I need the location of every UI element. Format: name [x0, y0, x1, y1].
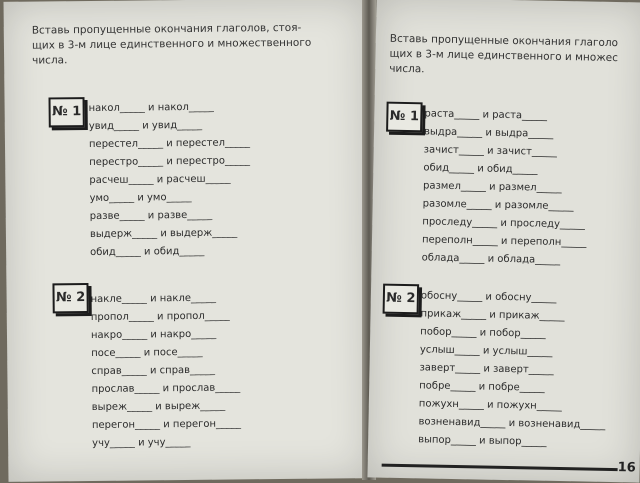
exercise-item: побре_____ и побре_____: [419, 380, 545, 394]
exercise-item: побор_____ и побор_____: [420, 326, 546, 340]
exercise-item: выпор_____ и выпор_____: [418, 434, 547, 448]
exercise-item: справ_____ и справ_____: [91, 364, 216, 378]
exercise-item: накро_____ и накро_____: [90, 328, 217, 342]
exercise-item: раста_____ и раста_____: [424, 108, 548, 122]
exercise-item: перестро_____ и перестро_____: [89, 155, 251, 169]
exercise-item: услыш_____ и услыш_____: [419, 344, 553, 358]
exercise-item: прикаж_____ и прикаж_____: [420, 308, 565, 323]
exercise-item: прослав_____ и прослав_____: [91, 382, 241, 396]
exercise-item: возненавид_____ и возненавид_____: [418, 416, 606, 431]
instruction-line: Вставь пропущенные окончания глаголо: [389, 32, 619, 50]
page-number: 16: [617, 460, 636, 476]
exercise-item: разве_____ и разве_____: [89, 209, 213, 223]
exercise-item: накол_____ и накол_____: [88, 101, 214, 115]
exercise-item: обид_____ и обид_____: [423, 162, 538, 176]
exercise-1-list: [421, 108, 589, 273]
exercise-2-list: [91, 292, 242, 456]
exercise-item: выдерж_____ и выдерж_____: [89, 227, 238, 241]
instruction-line: числа.: [32, 54, 68, 67]
exercise-1-list: [89, 101, 252, 265]
exercise-item: увид_____ и увид_____: [88, 119, 203, 133]
exercise-item: разомле_____ и разомле_____: [422, 198, 574, 213]
exercise-item: обосну_____ и обосну_____: [420, 290, 557, 304]
exercise-item: расчеш_____ и расчеш_____: [89, 173, 231, 187]
exercise-item: выдра_____ и выдра_____: [423, 126, 554, 140]
exercise-1-number: № 1: [48, 97, 84, 127]
exercise-item: пропол_____ и пропол_____: [90, 310, 230, 324]
instruction-text: [32, 20, 362, 68]
instruction-text: [389, 32, 640, 82]
exercise-item: заверт_____ и заверт_____: [419, 362, 554, 376]
exercise-1-number: № 1: [386, 102, 423, 133]
instruction-line: щих в 3-м лице единственного и множественного: [31, 36, 312, 52]
exercise-item: проследу_____ и проследу_____: [422, 216, 586, 231]
exercise-2-list: [418, 290, 608, 456]
exercise-2-number: № 2: [52, 283, 88, 313]
right-page: [367, 0, 640, 483]
exercise-item: перегон_____ и перегон_____: [91, 418, 242, 432]
exercise-item: переполн_____ и переполн_____: [421, 234, 587, 249]
exercise-item: учу_____ и учу_____: [92, 436, 191, 450]
instruction-line: Вставь пропущенные окончания глаголов, стоя-: [31, 21, 302, 37]
exercise-item: выреж_____ и выреж_____: [91, 400, 226, 414]
exercise-item: посе_____ и посе_____: [91, 346, 203, 360]
exercise-2-number: № 2: [383, 284, 420, 315]
instruction-line: щих в 3-м лице единственного и множес: [389, 47, 619, 65]
exercise-item: размел_____ и размел_____: [422, 180, 562, 195]
footer-rule: [382, 464, 618, 472]
exercise-item: умо_____ и умо_____: [89, 191, 192, 205]
exercise-item: перестел_____ и перестел_____: [88, 137, 251, 151]
exercise-item: зачист_____ и зачист_____: [423, 144, 558, 158]
exercise-item: накле_____ и накле_____: [90, 292, 217, 306]
instruction-line: числа.: [389, 62, 425, 76]
exercise-item: обид_____ и обид_____: [90, 245, 205, 259]
exercise-item: пожухн_____ и пожухн_____: [418, 398, 562, 413]
exercise-item: облада_____ и облада_____: [421, 252, 561, 267]
left-page: [3, 0, 370, 482]
